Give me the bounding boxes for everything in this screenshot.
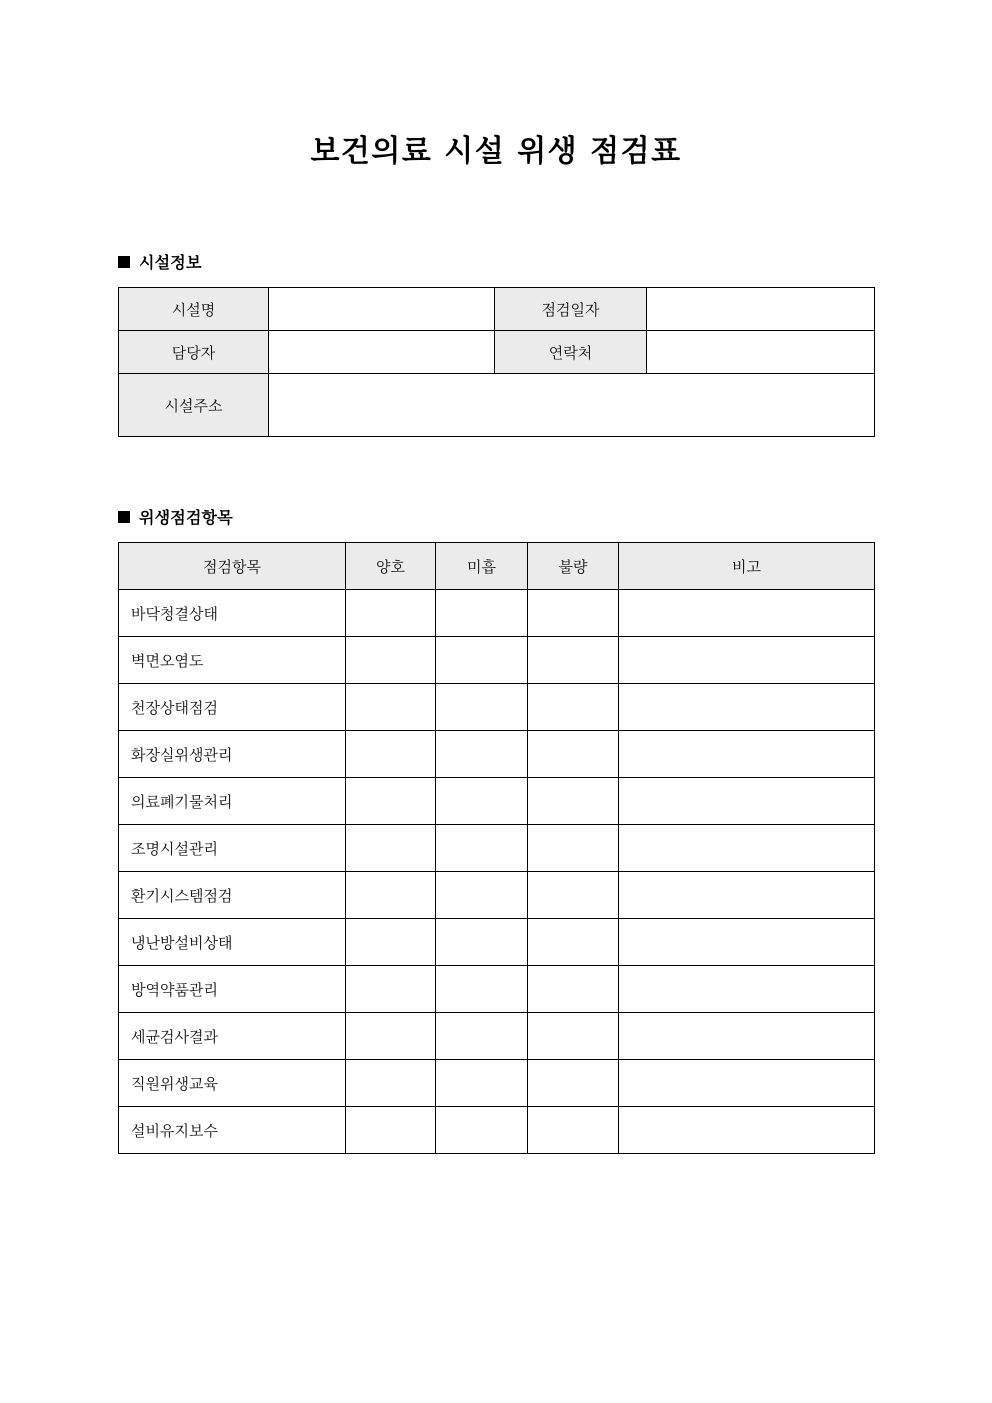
checklist-note-cell[interactable] [619,731,875,778]
checklist-item-label: 냉난방설비상태 [119,919,346,966]
checklist-item-label: 조명시설관리 [119,825,346,872]
checklist-note-cell[interactable] [619,825,875,872]
checklist-heading-label: 위생점검항목 [139,508,233,527]
table-row [119,1060,875,1107]
column-header-good: 양호 [346,543,436,590]
checklist-note-cell[interactable] [619,778,875,825]
checklist-poor-cell[interactable] [528,778,619,825]
checklist-poor-cell[interactable] [528,872,619,919]
table-row [119,1107,875,1154]
table-row [119,919,875,966]
square-bullet-icon [118,256,130,268]
inspection-date-label: 점검일자 [495,288,647,331]
checklist-poor-cell[interactable] [528,590,619,637]
checklist-good-cell[interactable] [346,778,436,825]
table-row [119,684,875,731]
page-title: 보건의료 시설 위생 점검표 [310,134,682,169]
checklist-note-cell[interactable] [619,966,875,1013]
checklist-good-cell[interactable] [346,966,436,1013]
table-row [119,778,875,825]
hygiene-checklist-table [118,542,875,1154]
checklist-note-cell[interactable] [619,872,875,919]
checklist-poor-cell[interactable] [528,1060,619,1107]
table-row [119,966,875,1013]
checklist-good-cell[interactable] [346,825,436,872]
checklist-fair-cell[interactable] [436,825,528,872]
square-bullet-icon [118,511,130,523]
checklist-item-label: 직원위생교육 [119,1060,346,1107]
checklist-good-cell[interactable] [346,731,436,778]
checklist-note-cell[interactable] [619,1013,875,1060]
checklist-good-cell[interactable] [346,1107,436,1154]
checklist-fair-cell[interactable] [436,590,528,637]
checklist-good-cell[interactable] [346,684,436,731]
facility-name-value[interactable] [269,288,495,331]
checklist-note-cell[interactable] [619,1107,875,1154]
checklist-good-cell[interactable] [346,1060,436,1107]
manager-value[interactable] [269,331,495,374]
checklist-fair-cell[interactable] [436,1060,528,1107]
checklist-item-label: 설비유지보수 [119,1107,346,1154]
table-row [119,1013,875,1060]
checklist-item-label: 천장상태점검 [119,684,346,731]
checklist-poor-cell[interactable] [528,731,619,778]
checklist-poor-cell[interactable] [528,825,619,872]
checklist-note-cell[interactable] [619,1060,875,1107]
facility-info-heading-label: 시설정보 [139,253,202,272]
checklist-item-label: 바닥청결상태 [119,590,346,637]
checklist-note-cell[interactable] [619,637,875,684]
checklist-good-cell[interactable] [346,1013,436,1060]
checklist-fair-cell[interactable] [436,872,528,919]
checklist-fair-cell[interactable] [436,966,528,1013]
contact-label: 연락처 [495,331,647,374]
checklist-poor-cell[interactable] [528,919,619,966]
facility-address-label: 시설주소 [119,374,269,437]
checklist-note-cell[interactable] [619,590,875,637]
checklist-good-cell[interactable] [346,637,436,684]
checklist-good-cell[interactable] [346,919,436,966]
checklist-note-cell[interactable] [619,684,875,731]
contact-value[interactable] [647,331,875,374]
checklist-poor-cell[interactable] [528,1013,619,1060]
table-row [119,374,875,437]
checklist-item-label: 화장실위생관리 [119,731,346,778]
facility-info-table [118,287,875,437]
checklist-item-label: 의료폐기물처리 [119,778,346,825]
table-row [119,637,875,684]
checklist-fair-cell[interactable] [436,1013,528,1060]
checklist-fair-cell[interactable] [436,731,528,778]
column-header-poor: 불량 [528,543,619,590]
checklist-fair-cell[interactable] [436,1107,528,1154]
checklist-fair-cell[interactable] [436,919,528,966]
table-row [119,872,875,919]
checklist-item-label: 환기시스템점검 [119,872,346,919]
checklist-good-cell[interactable] [346,872,436,919]
column-header-item: 점검항목 [119,543,346,590]
checklist-fair-cell[interactable] [436,637,528,684]
checklist-fair-cell[interactable] [436,778,528,825]
checklist-item-label: 방역약품관리 [119,966,346,1013]
table-row [119,331,875,374]
table-row [119,590,875,637]
facility-address-value[interactable] [269,374,875,437]
table-row [119,288,875,331]
checklist-fair-cell[interactable] [436,684,528,731]
checklist-good-cell[interactable] [346,590,436,637]
checklist-section-heading [118,505,233,528]
column-header-fair: 미흡 [436,543,528,590]
checklist-poor-cell[interactable] [528,684,619,731]
checklist-note-cell[interactable] [619,919,875,966]
inspection-date-value[interactable] [647,288,875,331]
checklist-poor-cell[interactable] [528,637,619,684]
column-header-note: 비고 [619,543,875,590]
manager-label: 담당자 [119,331,269,374]
facility-info-section-heading [118,250,202,273]
checklist-poor-cell[interactable] [528,966,619,1013]
checklist-item-label: 세균검사결과 [119,1013,346,1060]
facility-name-label: 시설명 [119,288,269,331]
table-row [119,731,875,778]
checklist-poor-cell[interactable] [528,1107,619,1154]
checklist-item-label: 벽면오염도 [119,637,346,684]
table-header-row [119,543,875,590]
table-row [119,825,875,872]
